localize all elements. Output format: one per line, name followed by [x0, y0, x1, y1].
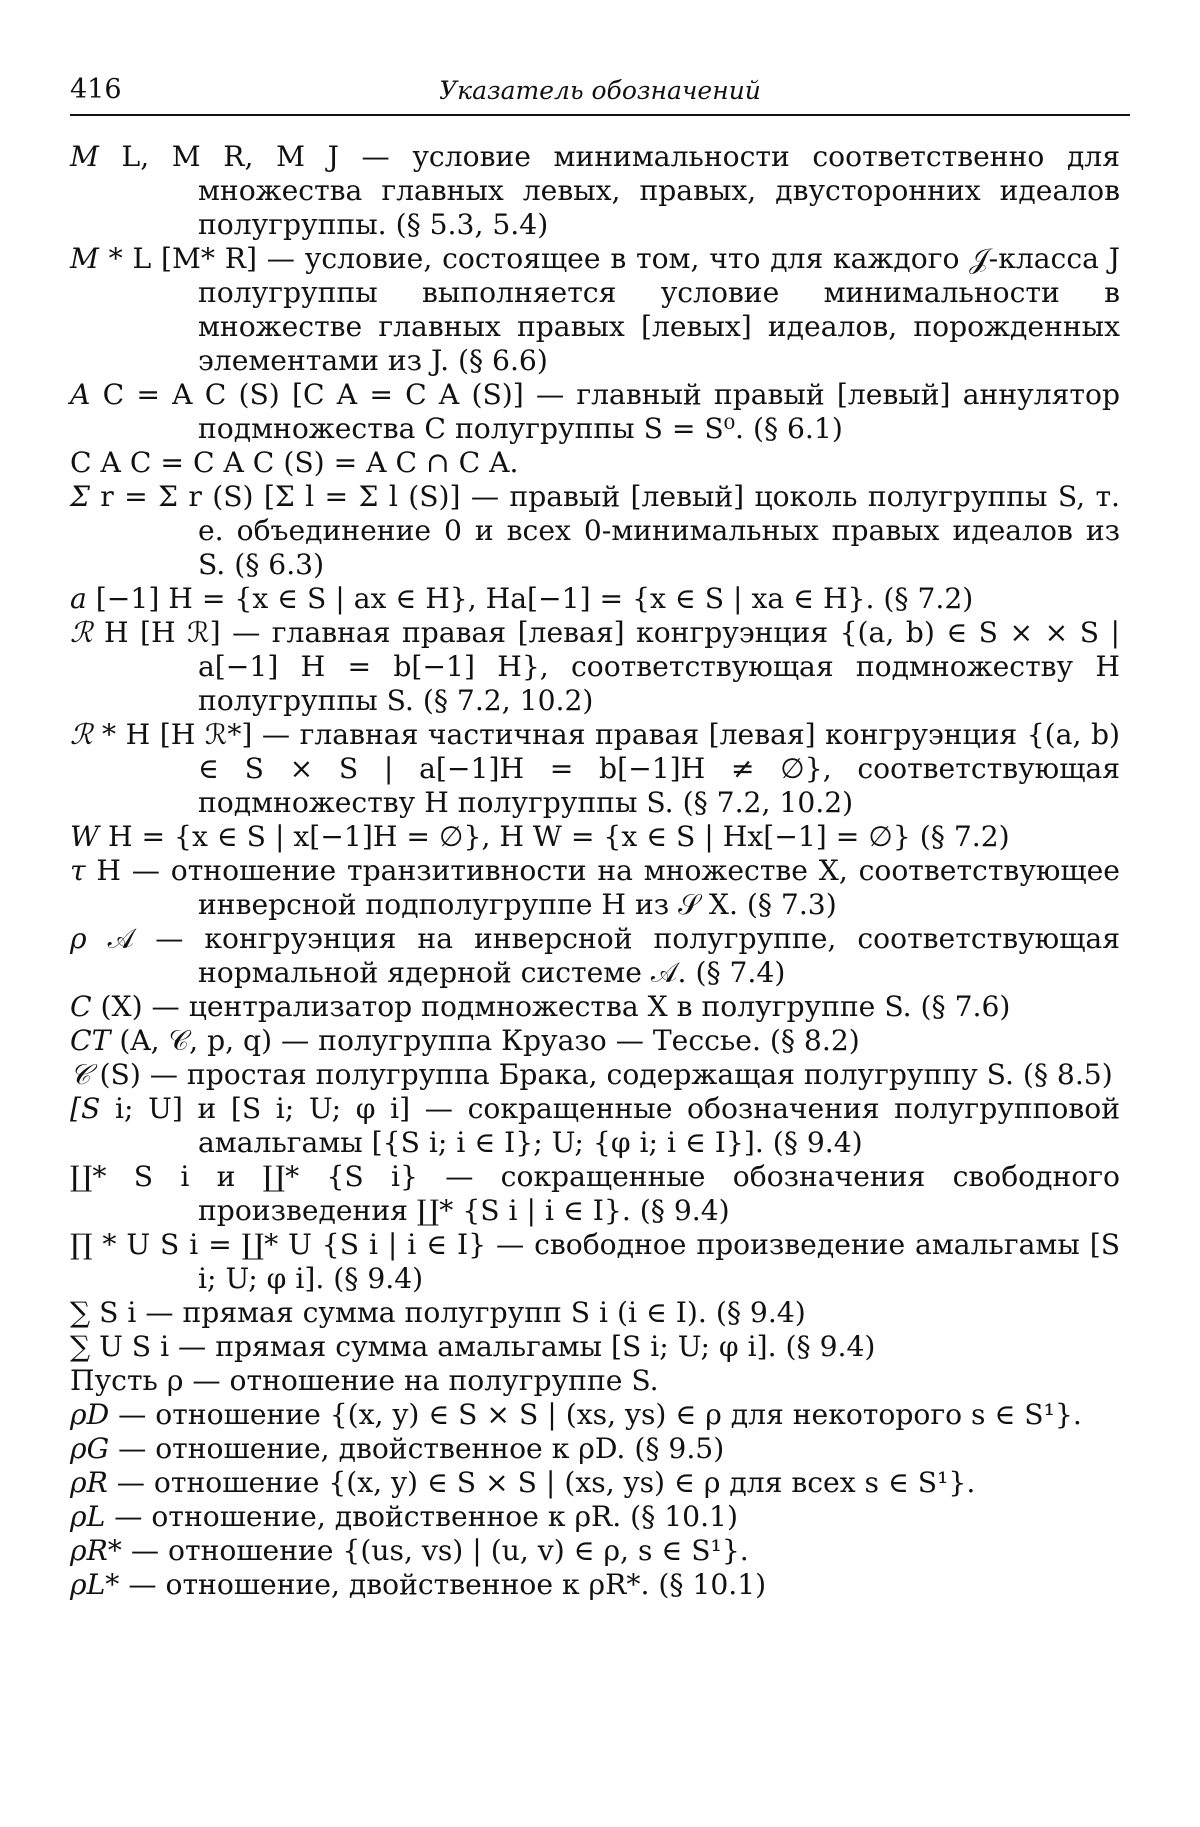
notation-text: [−1] H = {x ∈ S | ax ∈ H}, Ha[−1] = {x ∈ S | xa ∈ H}. (§ 7.2) [95, 582, 974, 615]
notation-entry [70, 1364, 1120, 1398]
notation-text: S i и ∐* {S i} — сокращенные обозначения свободного произведения ∐* {S i | i ∈ I}. (§ 9.4) [133, 1160, 1120, 1227]
notation-text: H — отношение транзитивности на множестве X, соответствующее инверсной подполугруппе H из 𝒮 X. (§ 7.3) [96, 854, 1120, 921]
page-header [70, 74, 1130, 118]
notation-entry [70, 1534, 1120, 1568]
notation-entry [70, 1296, 1120, 1330]
notation-text: — отношение {(us, vs) | (u, v) ∈ ρ, s ∈ S¹}. [130, 1534, 749, 1567]
notation-text: C = A C (S) [C A = C A (S)] — главный правый [левый] аннулятор подмножества C полугруппы S = S⁰. (§ 6.1) [102, 378, 1120, 445]
notation-entry [70, 378, 1120, 446]
notation-symbol: A [70, 378, 103, 411]
notation-text: U S i — прямая сумма амальгамы [S i; U; φ i]. (§ 9.4) [99, 1330, 876, 1363]
notation-text: — отношение, двойственное к ρR. (§ 10.1) [114, 1500, 738, 1533]
notation-text: * L [M* R] — условие, состоящее в том, что для каждого 𝒥-класса J полугруппы выполняется условие минимальности в множестве главных правых [левых] идеалов, порожденных элементами из J. (§ 6.6) [108, 242, 1120, 377]
notation-entry [70, 1330, 1120, 1364]
notation-entry [70, 1058, 1120, 1092]
notation-entry [70, 990, 1120, 1024]
notation-symbol: ∐* [70, 1160, 134, 1193]
notation-entry [70, 1500, 1120, 1534]
notation-list [70, 140, 1120, 1602]
notation-text: Пусть ρ — отношение на полугруппе S. [70, 1364, 659, 1397]
notation-text: * H [H ℛ*] — главная частичная правая [левая] конгруэнция {(a, b) ∈ S × S | a[−1]H = b[−1]H ≠ ∅}, соответствующая подмножеству H полугруппы S. (§ 7.2, 10.2) [102, 718, 1120, 819]
notation-entry [70, 820, 1120, 854]
notation-text: — отношение, двойственное к ρD. (§ 9.5) [118, 1432, 725, 1465]
notation-text: (X) — централизатор подмножества X в полугруппе S. (§ 7.6) [100, 990, 1011, 1023]
notation-text: — отношение {(x, y) ∈ S × S | (xs, ys) ∈ ρ для всех s ∈ S¹}. [116, 1466, 976, 1499]
notation-symbol: ∏ [70, 1228, 103, 1261]
notation-entry [70, 1160, 1120, 1228]
notation-symbol: CT [70, 1024, 120, 1057]
notation-text: H [H ℛ] — главная правая [левая] конгруэнция {(a, b) ∈ S × × S | a[−1] H = b[−1] H}, соответствующая подмножеству H полугруппы S. (§ 7.2, 10.2) [103, 616, 1120, 717]
notation-symbol: ∑ [70, 1330, 100, 1363]
notation-symbol: ℛ [70, 616, 104, 649]
notation-symbol: M [70, 242, 109, 275]
notation-symbol: a [70, 582, 96, 615]
header-rule [70, 114, 1130, 116]
notation-symbol: Σ [70, 480, 101, 513]
page-number: 416 [70, 74, 122, 105]
running-title: Указатель обозначений [439, 76, 761, 105]
notation-entry [70, 1398, 1120, 1432]
notation-symbol: [S [70, 1092, 115, 1125]
notation-text: (A, 𝒞, p, q) — полугруппа Круазо — Тессье. (§ 8.2) [119, 1024, 860, 1057]
notation-text: — отношение {(x, y) ∈ S × S | (xs, ys) ∈ ρ для некоторого s ∈ S¹}. [118, 1398, 1082, 1431]
notation-text: (S) — простая полугруппа Брака, содержащая полугруппу S. (§ 8.5) [99, 1058, 1113, 1091]
notation-symbol: τ [70, 854, 97, 887]
notation-entry [70, 1024, 1120, 1058]
notation-entry [70, 446, 1120, 480]
notation-symbol: ρ [70, 922, 108, 955]
notation-entry [70, 1568, 1120, 1602]
notation-symbol: ρR* [70, 1534, 131, 1567]
notation-symbol: 𝒞 [70, 1058, 100, 1091]
notation-text: L, M R, M J — условие минимальности соответственно для множества главных левых, правых, двусторонних идеалов полугруппы. (§ 5.3, 5.4) [121, 140, 1120, 241]
notation-symbol: ℛ [70, 718, 103, 751]
notation-symbol: M [70, 140, 122, 173]
notation-entry [70, 616, 1120, 718]
notation-text: — отношение, двойственное к ρR*. (§ 10.1) [128, 1568, 767, 1601]
notation-entry [70, 1228, 1120, 1296]
notation-entry [70, 1466, 1120, 1500]
notation-symbol: ρG [70, 1432, 119, 1465]
notation-text: C A C = C A C (S) = A C ∩ C A. [70, 446, 519, 479]
notation-symbol: ∑ [70, 1296, 100, 1329]
notation-symbol: ρD [70, 1398, 119, 1431]
notation-entry [70, 718, 1120, 820]
notation-text: * U S i = ∐* U {S i | i ∈ I} — свободное произведение амальгамы [S i; U; φ i]. (§ 9.4) [102, 1228, 1121, 1295]
notation-entry [70, 242, 1120, 378]
notation-entry [70, 1092, 1120, 1160]
notation-text: r = Σ r (S) [Σ l = Σ l (S)] — правый [левый] цоколь полугруппы S, т. е. объединение 0 и всех 0-минимальных правых идеалов из S. (§ 6.3) [100, 480, 1121, 581]
notation-symbol: ρL [70, 1500, 115, 1533]
notation-symbol: ρR [70, 1466, 117, 1499]
notation-symbol: C [70, 990, 101, 1023]
notation-symbol: ρL* [70, 1568, 129, 1601]
notation-entry [70, 922, 1120, 990]
notation-entry [70, 480, 1120, 582]
notation-text: H = {x ∈ S | x[−1]H = ∅}, H W = {x ∈ S | Hx[−1] = ∅} (§ 7.2) [107, 820, 1010, 853]
notation-entry [70, 582, 1120, 616]
notation-text: i; U] и [S i; U; φ i] — сокращенные обозначения полугрупповой амальгамы [{S i; i ∈ I}; U; {φ i; i ∈ I}]. (§ 9.4) [114, 1092, 1120, 1159]
notation-entry [70, 140, 1120, 242]
notation-symbol: W [70, 820, 108, 853]
notation-text: S i — прямая сумма полугрупп S i (i ∈ I). (§ 9.4) [99, 1296, 806, 1329]
notation-entry [70, 854, 1120, 922]
notation-entry [70, 1432, 1120, 1466]
notation-text: 𝒜 — конгруэнция на инверсной полугруппе, соответствующая нормальной ядерной системе 𝒜. (§ 7.4) [107, 922, 1120, 989]
